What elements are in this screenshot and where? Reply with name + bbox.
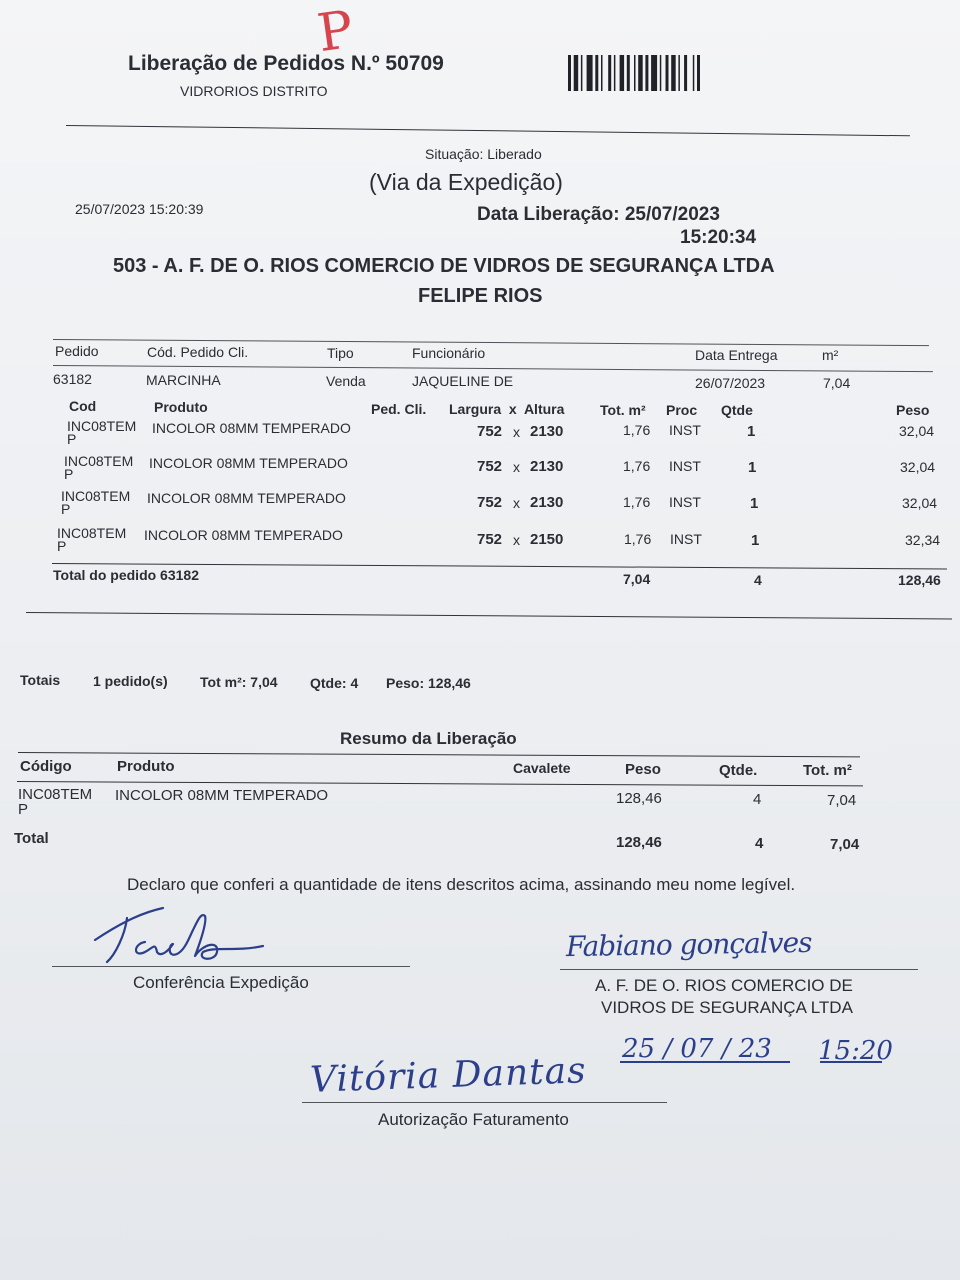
totals-m2: Tot m²: 7,04 [200, 674, 278, 690]
barcode-bar [581, 55, 583, 91]
col-funcionario: Funcionário [412, 345, 486, 361]
barcode-bar [614, 55, 616, 91]
item-tot-m2: 1,76 [623, 422, 651, 438]
item-x: x [513, 532, 520, 548]
signature-line-bottom [302, 1102, 667, 1103]
signature-label-right-1: A. F. DE O. RIOS COMERCIO DE [595, 976, 853, 995]
barcode-bar [595, 55, 598, 91]
col-pedido: Pedido [55, 343, 99, 359]
item-tot-m2: 1,76 [624, 531, 652, 547]
barcode-bar [568, 55, 571, 91]
item-largura: 752 [477, 494, 503, 511]
barcode-bar [666, 55, 669, 91]
print-datetime: 25/07/2023 15:20:39 [75, 201, 204, 217]
red-handwritten-mark: P [313, 0, 358, 65]
barcode-bar [638, 55, 643, 91]
summary-codigo [18, 787, 92, 817]
copy-label: (Via da Expedição) [369, 169, 563, 195]
item-cod-line2: P [57, 538, 67, 554]
summary-peso: 128,46 [616, 790, 662, 807]
order-total-bottom-rule [26, 612, 952, 619]
summary-top-rule [18, 752, 860, 757]
summary-col-produto: Produto [117, 758, 175, 775]
item-produto: INCOLOR 08MM TEMPERADO [144, 527, 343, 543]
items-col-proc: Proc [666, 402, 698, 418]
item-peso: 32,04 [902, 495, 938, 511]
handwritten-signature-left [85, 900, 285, 970]
item-proc: INST [669, 458, 701, 474]
item-peso: 32,04 [899, 423, 935, 439]
item-peso: 32,04 [900, 459, 936, 475]
barcode-bar [697, 55, 700, 91]
barcode-bar [620, 55, 625, 91]
signature-label-right-2: VIDROS DE SEGURANÇA LTDA [601, 998, 853, 1017]
barcode-bar [645, 55, 648, 91]
summary-col-codigo: Código [20, 758, 72, 775]
item-cod-line1: INC08TEM [64, 453, 134, 469]
item-altura: 2130 [530, 494, 564, 511]
item-cod-line2: P [61, 501, 71, 517]
item-qtde: 1 [747, 423, 756, 440]
barcode-bar [651, 55, 657, 91]
totals-peso: Peso: 128,46 [386, 675, 471, 691]
summary-qtde: 4 [753, 791, 762, 808]
summary-codigo-line1: INC08TEM [18, 786, 93, 803]
barcode-bar [587, 55, 593, 91]
col-m2: m² [822, 347, 839, 363]
summary-total-label: Total [14, 830, 49, 847]
item-produto: INCOLOR 08MM TEMPERADO [149, 455, 348, 471]
col-tipo: Tipo [327, 345, 354, 361]
val-pedido: 63182 [53, 371, 92, 387]
handwritten-time: 15:20 [818, 1036, 893, 1066]
item-cod-line2: P [64, 466, 74, 482]
barcode-bar [684, 55, 687, 91]
barcode-bar [627, 55, 630, 91]
summary-col-cavalete: Cavalete [513, 760, 571, 776]
totals-pedidos: 1 pedido(s) [93, 673, 168, 689]
summary-tot-m2: 7,04 [827, 792, 857, 809]
summary-header-rule [17, 781, 863, 786]
summary-total-qtde: 4 [755, 835, 764, 852]
handwritten-name-bottom: Vitória Dantas [309, 1050, 588, 1101]
val-entrega: 26/07/2023 [695, 375, 766, 391]
totals-qtde: Qtde: 4 [310, 675, 359, 691]
barcode-bar [660, 55, 662, 91]
client-name: 503 - A. F. DE O. RIOS COMERCIO DE VIDROS DE SEGURANÇA LTDA [113, 255, 775, 277]
item-altura: 2130 [530, 458, 564, 475]
summary-total-peso: 128,46 [616, 834, 662, 851]
release-time: 15:20:34 [680, 227, 757, 248]
item-proc: INST [669, 494, 701, 510]
totals-label: Totais [20, 672, 61, 688]
barcode-bar [601, 55, 603, 91]
item-largura: 752 [477, 531, 503, 548]
client-contact: FELIPE RIOS [418, 285, 543, 307]
items-col-qtde: Qtde [721, 402, 753, 418]
item-proc: INST [669, 422, 701, 438]
barcode-bar [671, 55, 676, 91]
item-produto: INCOLOR 08MM TEMPERADO [152, 420, 351, 436]
barcode [568, 55, 718, 95]
document-title: Liberação de Pedidos N.º 50709 [128, 52, 444, 75]
barcode-bar [634, 55, 636, 91]
items-col-tot-m2: Tot. m² [600, 402, 646, 418]
summary-col-qtde: Qtde. [719, 762, 758, 779]
item-x: x [513, 495, 520, 511]
val-m2: 7,04 [823, 375, 851, 391]
item-cod [61, 490, 130, 516]
items-col-cod: Cod [69, 398, 97, 414]
item-cod-line1: INC08TEM [67, 418, 137, 434]
barcode-bar [678, 55, 680, 91]
item-cod-line1: INC08TEM [57, 525, 127, 541]
order-total-peso: 128,46 [898, 572, 941, 588]
val-tipo: Venda [326, 373, 366, 389]
item-x: x [513, 459, 520, 475]
status-text: Situação: Liberado [425, 146, 542, 162]
item-cod [57, 527, 126, 553]
signature-line-right [560, 969, 918, 970]
summary-produto: INCOLOR 08MM TEMPERADO [115, 787, 329, 804]
declaration-text: Declaro que conferi a quantidade de itens descritos acima, assinando meu nome legível. [127, 875, 796, 894]
item-peso: 32,34 [905, 532, 941, 548]
handwritten-date-underline [620, 1060, 890, 1066]
item-cod [67, 420, 136, 446]
item-x: x [513, 424, 520, 440]
item-qtde: 1 [750, 495, 759, 512]
item-tot-m2: 1,76 [623, 494, 651, 510]
col-cod-cli: Cód. Pedido Cli. [147, 344, 249, 360]
signature-label-left: Conferência Expedição [133, 973, 309, 992]
item-largura: 752 [477, 423, 503, 440]
items-col-peso: Peso [896, 402, 930, 418]
item-proc: INST [670, 531, 702, 547]
barcode-bar [693, 55, 695, 91]
barcode-bar [608, 55, 611, 91]
summary-codigo-line2: P [18, 801, 29, 818]
handwritten-name-right: Fabiano gonçalves [565, 925, 812, 964]
summary-col-peso: Peso [625, 761, 661, 778]
item-produto: INCOLOR 08MM TEMPERADO [147, 490, 346, 506]
barcode-bar [574, 55, 579, 91]
items-col-ped-cli: Ped. Cli. [371, 401, 427, 417]
items-col-larg-alt: Largura x Altura [449, 401, 565, 417]
item-tot-m2: 1,76 [623, 458, 651, 474]
summary-col-tot-m2: Tot. m² [803, 762, 852, 779]
item-altura: 2150 [530, 531, 564, 548]
summary-total-tot-m2: 7,04 [830, 836, 860, 853]
item-cod-line1: INC08TEM [61, 488, 131, 504]
item-cod-line2: P [67, 431, 77, 447]
val-cod-cli: MARCINHA [146, 372, 221, 388]
item-cod [64, 455, 133, 481]
order-total-m2: 7,04 [623, 571, 651, 587]
signature-label-bottom: Autorização Faturamento [378, 1110, 569, 1129]
company-name: VIDRORIOS DISTRITO [180, 83, 328, 99]
order-total-qtde: 4 [754, 572, 762, 588]
item-largura: 752 [477, 458, 503, 475]
item-altura: 2130 [530, 423, 564, 440]
header-divider [66, 125, 910, 136]
val-funcionario: JAQUELINE DE [412, 373, 514, 389]
items-col-produto: Produto [154, 399, 208, 415]
order-total-label: Total do pedido 63182 [53, 567, 199, 583]
item-qtde: 1 [748, 459, 757, 476]
handwritten-date: 25 / 07 / 23 [622, 1034, 772, 1064]
release-date: Data Liberação: 25/07/2023 [477, 204, 720, 225]
col-entrega: Data Entrega [695, 347, 778, 363]
summary-title: Resumo da Liberação [340, 729, 517, 748]
item-qtde: 1 [751, 532, 760, 549]
